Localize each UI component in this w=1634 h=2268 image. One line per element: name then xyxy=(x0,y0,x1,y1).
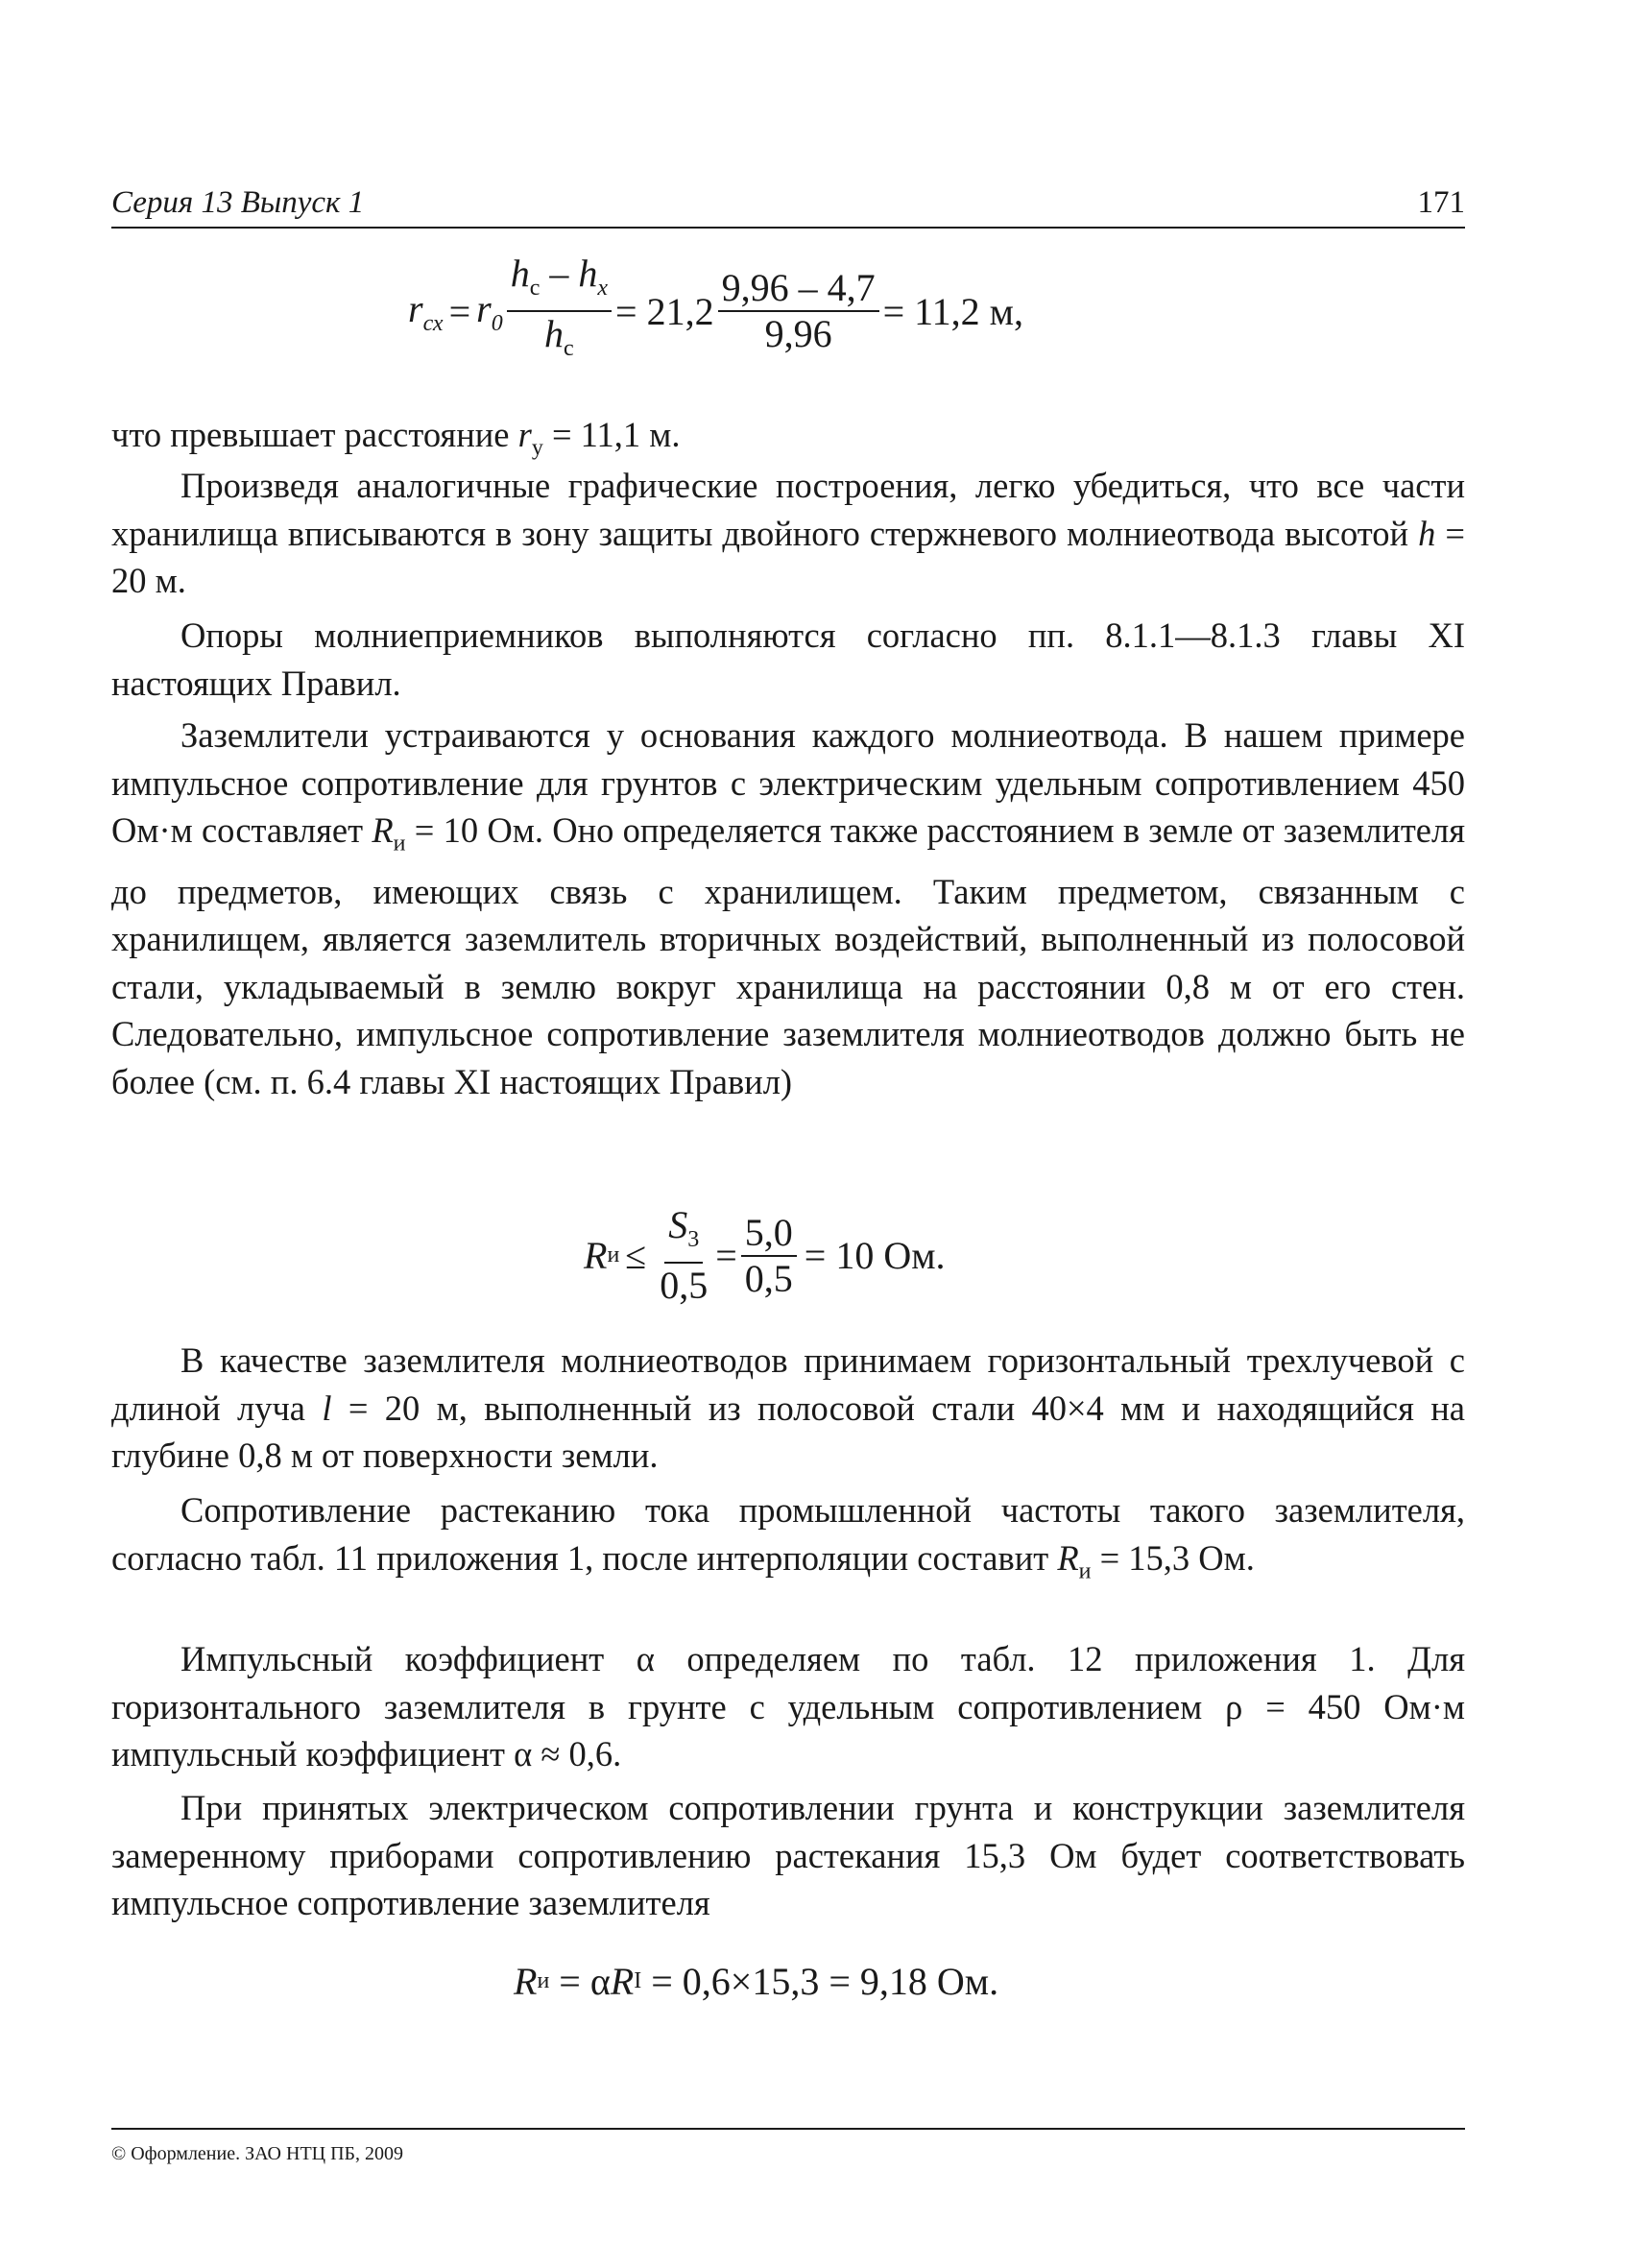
eq1-coef: = 21,2 xyxy=(615,289,714,333)
series-title: Серия 13 Выпуск 1 xyxy=(111,185,365,220)
equation-rcx xyxy=(408,252,1023,371)
page-number: 171 xyxy=(1417,185,1465,220)
eq1-equals: = xyxy=(448,289,471,333)
paragraph-7: Импульсный коэффициент α определяем по табл. 12 приложения 1. Для горизонтального заземлителя в грунте с удельным сопротивлением ρ = 450 Ом·м импульсный коэффициент α ≈ 0,6. xyxy=(111,1639,1465,1773)
footer-divider xyxy=(111,2128,1465,2130)
eq1-r0: $r_0$ xyxy=(476,286,503,336)
paragraph-1: что превышает расстояние $r_у = 11,1$ м. xyxy=(111,415,681,461)
equation-ri-limit: R и ≤ $\frac{S_3}{0,5}$ = $\frac{5,0}{0,5}$ = 10 Ом. xyxy=(584,1203,946,1307)
paragraph-2: Произведя аналогичные графические построения, легко убедиться, что все части хранилища вписываются в зону защиты двойного стержневого молниеотвода высотой h = 20 м. xyxy=(111,466,1465,600)
paragraph-8: При принятых электрическом сопротивлении грунта и конструкции заземлителя замеренному приборами сопротивлению растекания 15,3 Ом будет соответствовать импульсное сопротивление заземлителя xyxy=(111,1788,1465,1922)
paragraph-6: Сопротивление растеканию тока промышленной частоты такого заземлителя, согласно табл. 11 приложения 1, после интерполяции составит $R_и = 15,3$ Ом. xyxy=(111,1490,1465,1583)
paragraph-4: Заземлители устраиваются у основания каждого молниеотвода. В нашем примере импульсное сопротивление для грунтов с электрическим удельным сопротивлением 450 Ом·м составляет $R_и = 10$ Ом. Оно определяется также расстоянием в земле от заземлителя до предметов, имеющих связь с хранилищем. Таким предметом, связанным с хранилищем, является заземлитель вторичных воздействий, выполненный из полосовой стали, укладываемый в землю вокруг хранилища на расстоянии 0,8 м от его стен. Следовательно, импульсное сопротивление заземлителя молниеотводов должно быть не более (см. п. 6.4 главы XI настоящих Правил) xyxy=(111,715,1465,1101)
eq2-fraction-s3: $\frac{S_3}{0,5}$ xyxy=(660,1203,709,1307)
eq1-lhs: $r_{сх}$ xyxy=(408,286,444,336)
eq2-fraction-num: $\frac{5,0}{0,5}$ xyxy=(741,1211,797,1301)
page-header xyxy=(111,182,1465,229)
equation-ri-result: R и = α R I = 0,6×15,3 = 9,18 Ом. xyxy=(514,1960,999,2003)
footer-copyright: © Оформление. ЗАО НТЦ ПБ, 2009 xyxy=(111,2143,404,2164)
paragraph-3: Опоры молниеприемников выполняются согласно пп. 8.1.1—8.1.3 главы XI настоящих Правил. xyxy=(111,615,1465,703)
paragraph-5: В качестве заземлителя молниеотводов принимаем горизонтальный трехлучевой с длиной луча l = 20 м, выполненный из полосовой стали 40×4 мм и находящийся на глубине 0,8 м от поверхности земли. xyxy=(111,1340,1465,1475)
eq1-result: = 11,2 м, xyxy=(882,289,1023,333)
eq1-fraction-h: $\frac{h_с - h_x}{h_с}$ xyxy=(507,252,612,371)
eq1-fraction-num: $\frac{9,96 - 4,7}{9,96}$ xyxy=(718,266,879,356)
